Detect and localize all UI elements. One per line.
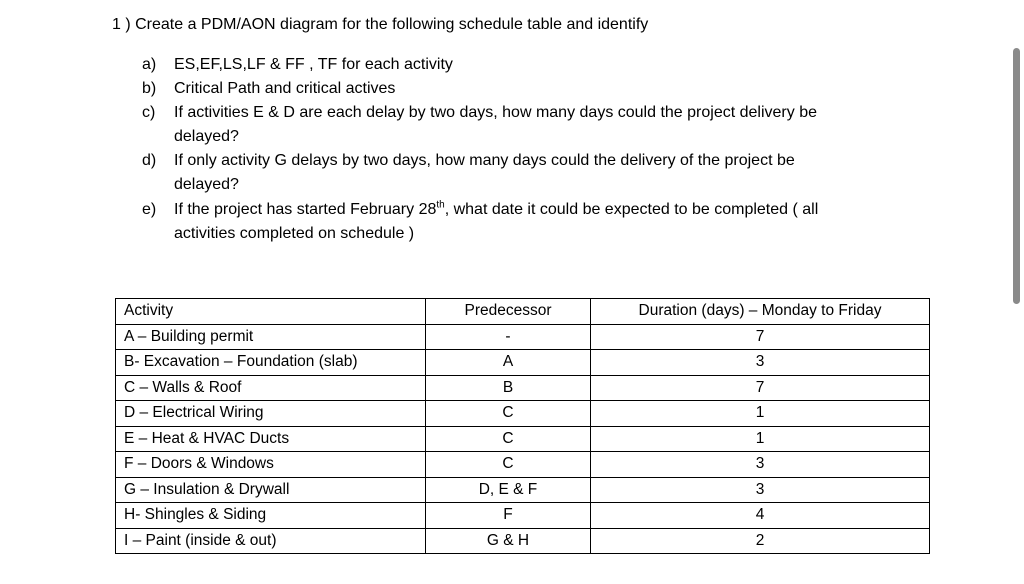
cell-duration: 1 bbox=[591, 401, 930, 427]
cell-activity: C – Walls & Roof bbox=[116, 375, 426, 401]
question-letter: b) bbox=[142, 80, 157, 97]
question-letter: e) bbox=[142, 201, 157, 218]
table-row bbox=[116, 528, 930, 554]
table-row bbox=[116, 401, 930, 427]
scrollbar-thumb[interactable] bbox=[1013, 48, 1020, 304]
cell-activity: E – Heat & HVAC Ducts bbox=[116, 426, 426, 452]
header-activity: Activity bbox=[116, 299, 426, 325]
header-duration: Duration (days) – Monday to Friday bbox=[591, 299, 930, 325]
cell-duration: 4 bbox=[591, 503, 930, 529]
question-text: ES,EF,LS,LF & FF , TF for each activity bbox=[174, 56, 453, 73]
table-row bbox=[116, 503, 930, 529]
cell-activity: I – Paint (inside & out) bbox=[116, 528, 426, 554]
cell-activity: D – Electrical Wiring bbox=[116, 401, 426, 427]
cell-predecessor: G & H bbox=[426, 528, 591, 554]
cell-activity: A – Building permit bbox=[116, 324, 426, 350]
table-header-row bbox=[116, 299, 930, 325]
cell-predecessor: - bbox=[426, 324, 591, 350]
cell-duration: 2 bbox=[591, 528, 930, 554]
cell-predecessor: D, E & F bbox=[426, 477, 591, 503]
cell-activity: G – Insulation & Drywall bbox=[116, 477, 426, 503]
cell-duration: 7 bbox=[591, 375, 930, 401]
question-letter: c) bbox=[142, 104, 156, 121]
header-predecessor: Predecessor bbox=[426, 299, 591, 325]
cell-duration: 3 bbox=[591, 452, 930, 478]
question-text-line1 bbox=[174, 198, 864, 222]
cell-predecessor: F bbox=[426, 503, 591, 529]
cell-duration: 3 bbox=[591, 350, 930, 376]
cell-predecessor: C bbox=[426, 452, 591, 478]
cell-duration: 1 bbox=[591, 426, 930, 452]
table-row bbox=[116, 324, 930, 350]
cell-activity: F – Doors & Windows bbox=[116, 452, 426, 478]
question-text: Critical Path and critical actives bbox=[174, 80, 396, 97]
cell-predecessor: C bbox=[426, 401, 591, 427]
question-text-line1: If activities E & D are each delay by two days, how many days could the project delivery be bbox=[174, 104, 817, 121]
question-letter: d) bbox=[142, 152, 157, 169]
question-text-post: , what date it could be expected to be completed ( all bbox=[444, 201, 819, 218]
cell-activity: H- Shingles & Siding bbox=[116, 503, 426, 529]
superscript-th: th bbox=[436, 199, 445, 211]
schedule-table bbox=[115, 298, 930, 554]
question-letter: a) bbox=[142, 56, 157, 73]
table-row bbox=[116, 452, 930, 478]
table-row bbox=[116, 477, 930, 503]
question-text-line1: If only activity G delays by two days, how many days could the delivery of the project be bbox=[174, 152, 795, 169]
cell-duration: 7 bbox=[591, 324, 930, 350]
question-text-line2: delayed? bbox=[174, 128, 239, 145]
question-title: 1 ) Create a PDM/AON diagram for the following schedule table and identify bbox=[112, 16, 649, 33]
question-text-line2: delayed? bbox=[174, 176, 239, 193]
table-row bbox=[116, 375, 930, 401]
question-text-line2: activities completed on schedule ) bbox=[174, 225, 415, 242]
cell-predecessor: A bbox=[426, 350, 591, 376]
cell-activity: B- Excavation – Foundation (slab) bbox=[116, 350, 426, 376]
cell-predecessor: B bbox=[426, 375, 591, 401]
table-row bbox=[116, 426, 930, 452]
vertical-scrollbar[interactable] bbox=[1010, 0, 1024, 584]
cell-duration: 3 bbox=[591, 477, 930, 503]
cell-predecessor: C bbox=[426, 426, 591, 452]
table-row bbox=[116, 350, 930, 376]
question-text-pre: If the project has started February 28 bbox=[174, 201, 437, 218]
